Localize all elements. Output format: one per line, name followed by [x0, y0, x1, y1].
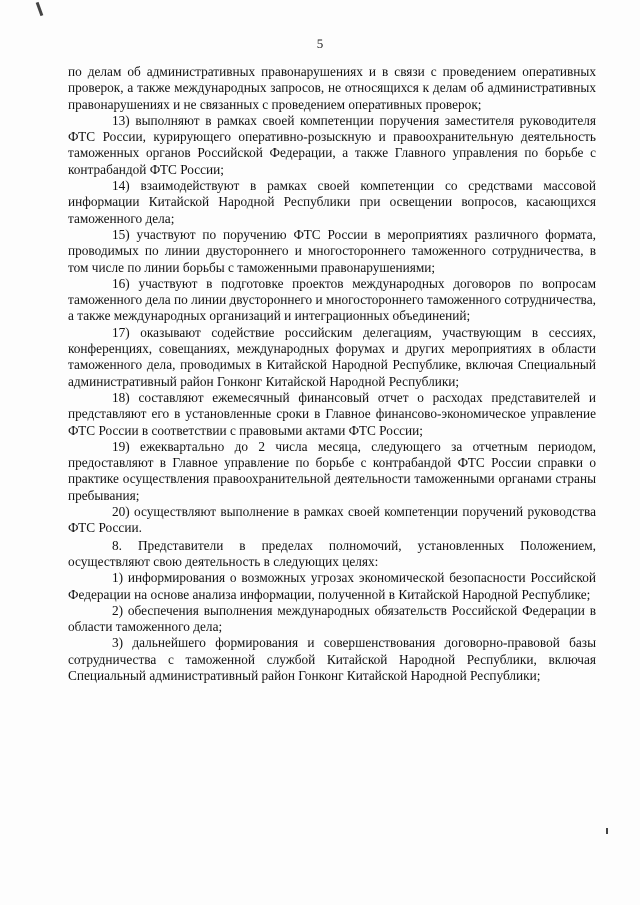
paragraph-item-18: 18) составляют ежемесячный финансовый отчет о расходах представителей и представляют его в установленные сроки в Главное финансово-экономическое управление ФТС России в соответствии с правовыми актами ФТС России;: [68, 389, 596, 438]
paragraph-item-17: 17) оказывают содействие российским делегациям, участвующим в сессиях, конференциях, совещаниях, международных форумах и других мероприятиях в области таможенного дела, проводимых в Китайской Народной Республике, включая Специальный административный район Гонконг Китайской Народной Республики;: [68, 324, 596, 389]
page-number: 5: [316, 36, 324, 51]
paragraph-goal-3: 3) дальнейшего формирования и совершенствования договорно-правовой базы сотрудничества с таможенной службой Китайской Народной Республики, включая Специальный административный район Гонконг Китайской Народной Республики;: [68, 635, 596, 683]
paragraph-goal-1: 1) информирования о возможных угрозах экономической безопасности Российской Федерации на основе анализа информации, полученной в Китайской Народной Республике;: [68, 570, 596, 602]
scan-mark: [606, 828, 608, 834]
paragraph-item-20: 20) осуществляют выполнение в рамках своей компетенции поручений руководства ФТС России.: [68, 504, 596, 536]
paragraph-item-19: 19) ежеквартально до 2 числа месяца, следующего за отчетным периодом, предоставляют в Главное управление по борьбе с контрабандой ФТС России справки о практике осуществления правоохранительной деятельности таможенными органами страны пребывания;: [68, 438, 596, 503]
paragraph-item-13: 13) выполняют в рамках своей компетенции поручения заместителя руководителя ФТС России, курирующего оперативно-розыскную и правоохранительную деятельность таможенных органов Российской Федерации, а также Главного управления по борьбе с контрабандой ФТС России;: [68, 112, 596, 177]
paragraph-item-16: 16) участвуют в подготовке проектов международных договоров по вопросам таможенного дела по линии двустороннего и многостороннего таможенного сотрудничества, а также международных организаций и интеграционных объединений;: [68, 275, 597, 324]
paragraph-item-15: 15) участвуют по поручению ФТС России в мероприятиях различного формата, проводимых по линии двустороннего и многостороннего таможенного сотрудничества, в том числе по линии борьбы с таможенными правонарушениями;: [68, 226, 596, 275]
paragraph-goal-2: 2) обеспечения выполнения международных обязательств Российской Федерации в области таможенного дела;: [68, 602, 596, 635]
paragraph-continuation: по делам об административных правонарушениях и в связи с проведением оперативных проверок, а также международных запросов, не относящихся к делам об административных правонарушениях и не связанных с проведением оперативных проверок;: [68, 64, 596, 112]
paragraph-section-8: 8. Представители в пределах полномочий, установленных Положением, осуществляют свою деятельность в следующих целях:: [68, 537, 596, 569]
paragraph-item-14: 14) взаимодействуют в рамках своей компетенции со средствами массовой информации Китайской Народной Республики при освещении вопросов, касающихся таможенного дела;: [68, 178, 596, 226]
scan-mark: [36, 2, 44, 16]
document-body: [68, 64, 596, 684]
